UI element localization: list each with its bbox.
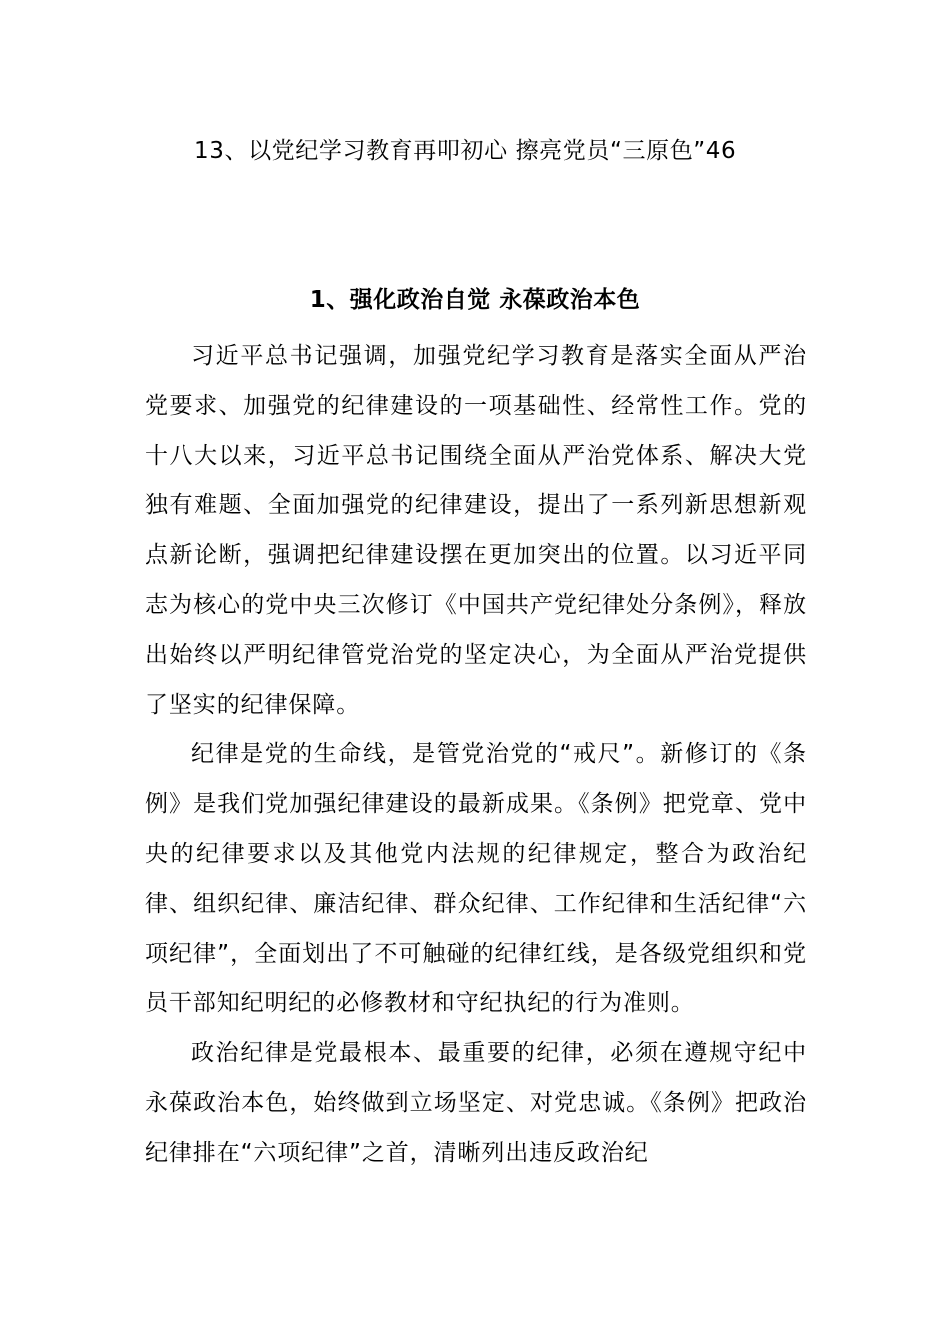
section-heading: 1、强化政治自觉 永葆政治本色 (309, 287, 641, 313)
paragraph-3: 政治纪律是党最根本、最重要的纪律，必须在遵规守纪中永葆政治本色，始终做到立场坚定、对党忠诚。《条例》把政治纪律排在“六项纪律”之首，清晰列出违反政治纪 (145, 1040, 807, 1166)
body-text (145, 332, 807, 1179)
toc-entry: 13、以党纪学习教育再叩初心 擦亮党员“三原色”46 (194, 138, 737, 164)
paragraph-2: 纪律是党的生命线，是管党治党的“戒尺”。新修订的《条例》是我们党加强纪律建设的最新成果。《条例》把党章、党中央的纪律要求以及其他党内法规的纪律规定，整合为政治纪律、组织纪律、廉洁纪律、群众纪律、工作纪律和生活纪律“六项纪律”，全面划出了不可触碰的纪律红线，是各级党组织和党员干部知纪明纪的必修教材和守纪执纪的行为准则。 (145, 741, 807, 1017)
paragraph-1: 习近平总书记强调，加强党纪学习教育是落实全面从严治党要求、加强党的纪律建设的一项基础性、经常性工作。党的十八大以来，习近平总书记围绕全面从严治党体系、解决大党独有难题、全面加强党的纪律建设，提出了一系列新思想新观点新论断，强调把纪律建设摆在更加突出的位置。以习近平同志为核心的党中央三次修订《中国共产党纪律处分条例》，释放出始终以严明纪律管党治党的坚定决心，为全面从严治党提供了坚实的纪律保障。 (145, 343, 807, 718)
